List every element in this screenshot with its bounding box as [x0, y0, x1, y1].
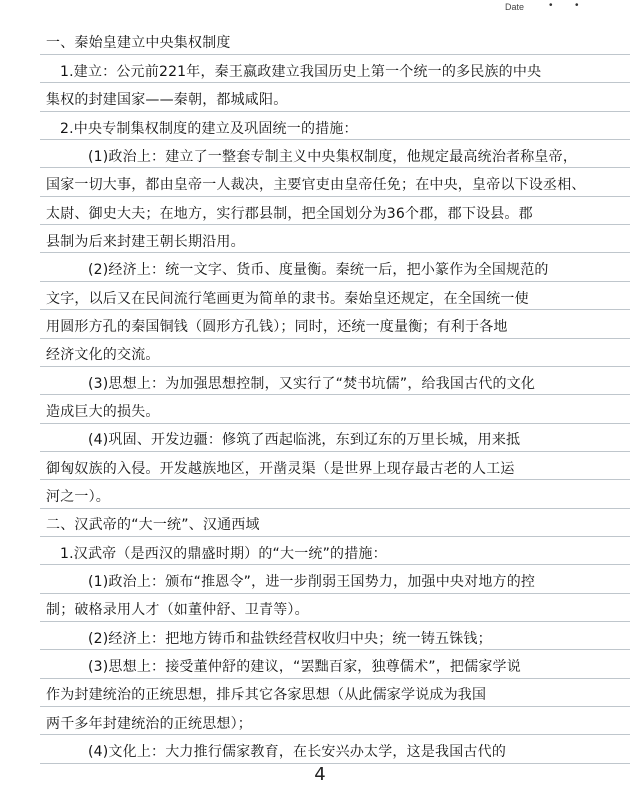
text-line: 县制为后来封建王朝长期沿用。: [46, 234, 245, 250]
ruled-line: [40, 111, 630, 112]
text-line: 文字，以后又在民间流行笔画更为简单的隶书。秦始皇还规定，在全国统一使: [46, 291, 529, 307]
ruled-line: [40, 82, 630, 83]
ruled-line: [40, 734, 630, 735]
ruled-line: [40, 252, 630, 253]
ruled-line: [40, 593, 630, 594]
text-line: 经济文化的交流。: [46, 347, 160, 363]
text-line: (3)思想上：为加强思想控制，又实行了“焚书坑儒”，给我国古代的文化: [88, 376, 536, 392]
date-label: Date: [505, 2, 525, 12]
text-line: 作为封建统治的正统思想，排斥其它各家思想（从此儒家学说成为我国: [46, 687, 487, 703]
text-line: 1.建立：公元前221年，秦王嬴政建立我国历史上第一个统一的多民族的中央: [60, 64, 542, 80]
subsection-heading: 2.中央专制集权制度的建立及巩固统一的措施：: [60, 121, 358, 137]
ruled-line: [40, 508, 630, 509]
ruled-line: [40, 706, 630, 707]
text-line: 两千多年封建统治的正统思想）；: [46, 716, 252, 732]
ruled-line: [40, 196, 630, 197]
page-number: 4: [314, 764, 326, 785]
ruled-line: [40, 451, 630, 452]
text-line: (4)文化上：大力推行儒家教育，在长安兴办太学，这是我国古代的: [88, 744, 507, 760]
subsection-heading: 1.汉武帝（是西汉的鼎盛时期）的“大一统”的措施：: [60, 546, 387, 562]
text-line: 国家一切大事，都由皇帝一人裁决，主要官吏由皇帝任免；在中央，皇帝以下设丞相、: [46, 177, 586, 193]
text-line: 太尉、御史大夫；在地方，实行郡县制，把全国划分为36个郡，郡下设县。郡: [46, 206, 533, 222]
section-heading-1: 一、秦始皇建立中央集权制度: [46, 35, 231, 51]
ruled-line: [40, 139, 630, 140]
text-line: (1)政治上：颁布“推恩令”，进一步削弱王国势力，加强中央对地方的控: [88, 574, 536, 590]
text-line: 御匈奴族的入侵。开发越族地区，开凿灵渠（是世界上现存最古老的人工运: [46, 461, 515, 477]
text-line: 集权的封建国家——秦朝，都城咸阳。: [46, 92, 288, 108]
text-line: 河之一）。: [46, 489, 110, 505]
ruled-line: [40, 394, 630, 395]
ruled-line: [40, 366, 630, 367]
ruled-line: [40, 423, 630, 424]
text-line: 制；破格录用人才（如董仲舒、卫青等）。: [46, 602, 309, 618]
ruled-line: [40, 281, 630, 282]
ruled-line: [40, 536, 630, 537]
ruled-line: [40, 649, 630, 650]
ruled-line: [40, 54, 630, 55]
text-line: (2)经济上：把地方铸币和盐铁经营权收归中央；统一铸五铢钱；: [88, 631, 492, 647]
section-heading-2: 二、汉武帝的“大一统”、汉通西域: [46, 517, 260, 533]
ruled-line: [40, 224, 630, 225]
ruled-line: [40, 309, 630, 310]
ruled-line: [40, 564, 630, 565]
text-line: 用圆形方孔的秦国铜钱（圆形方孔钱）；同时，还统一度量衡；有利于各地: [46, 319, 508, 335]
header-dot: •: [549, 0, 553, 11]
header-dot: •: [575, 0, 579, 11]
text-line: (1)政治上：建立了一整套专制主义中央集权制度，他规定最高统治者称皇帝，: [88, 149, 578, 165]
ruled-line: [40, 479, 630, 480]
ruled-line: [40, 678, 630, 679]
ruled-line: [40, 621, 630, 622]
text-line: (4)巩固、开发边疆：修筑了西起临洮，东到辽东的万里长城，用来抵: [88, 432, 521, 448]
ruled-line: [40, 167, 630, 168]
text-line: (3)思想上：接受董仲舒的建议，“罢黜百家，独尊儒术”，把儒家学说: [88, 659, 521, 675]
text-line: (2)经济上：统一文字、货币、度量衡。秦统一后，把小篆作为全国规范的: [88, 262, 549, 278]
ruled-line: [40, 338, 630, 339]
text-line: 造成巨大的损失。: [46, 404, 160, 420]
